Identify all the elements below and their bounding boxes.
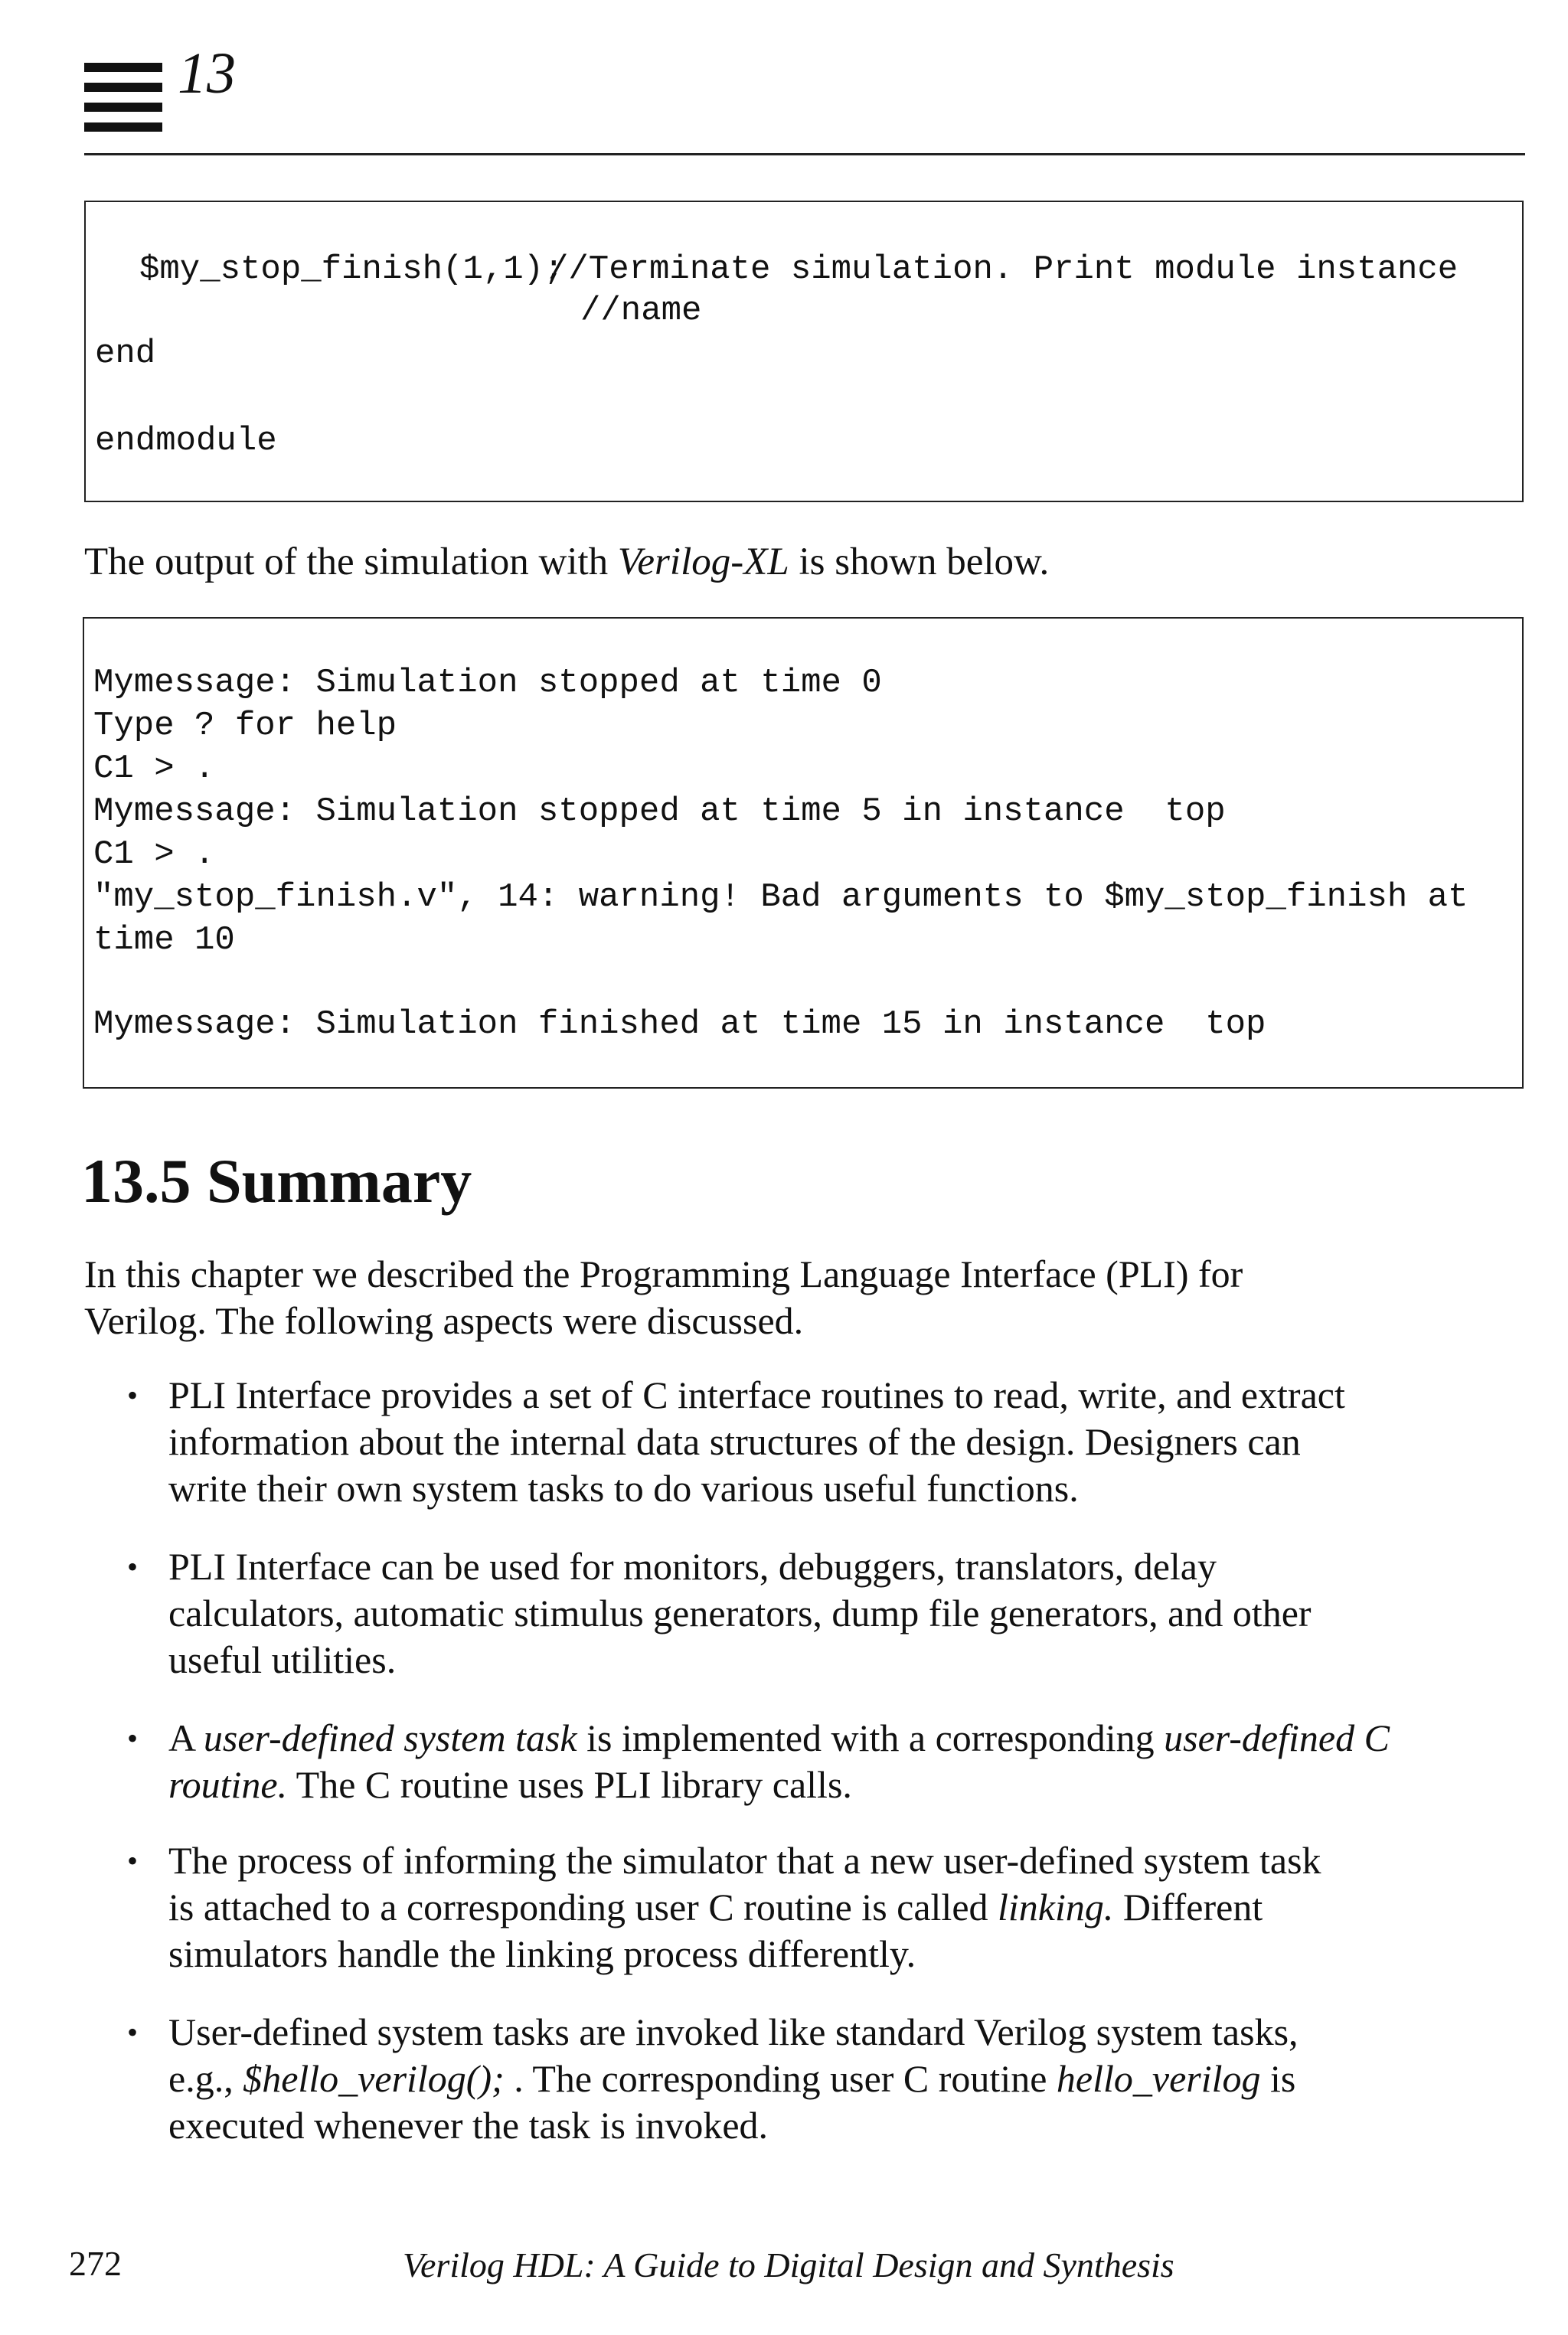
bullet-line: useful utilities. [168, 1638, 397, 1681]
bullet-emphasis: hello_verilog [1056, 2057, 1261, 2100]
bullet-text: is [1260, 2057, 1296, 2100]
code-line-call: $my_stop_finish(1,1); [139, 250, 564, 289]
bullet-text: Different [1113, 1886, 1263, 1928]
summary-intro-line: In this chapter we described the Programming Language Interface (PLI) for [84, 1252, 1243, 1295]
header-rule [84, 153, 1525, 155]
code-line-comment-continued: //name [580, 292, 702, 330]
bullet-text: is attached to a corresponding user C routine is called [168, 1886, 998, 1928]
bullet-emphasis: $hello_verilog(); [243, 2057, 505, 2100]
output-line: "my_stop_finish.v", 14: warning! Bad arguments to $my_stop_finish at [93, 878, 1468, 916]
bullet-line: User-defined system tasks are invoked like standard Verilog system tasks, [168, 2010, 1298, 2053]
chapter-number: 13 [178, 41, 236, 106]
book-title: Verilog HDL: A Guide to Digital Design and Synthesis [403, 2245, 1174, 2284]
bullet-icon: • [127, 1721, 139, 1755]
bullet-text: e.g., [168, 2057, 243, 2100]
bullet-line: information about the internal data structures of the design. Designers can [168, 1420, 1301, 1463]
bullet-line: PLI Interface provides a set of C interface routines to read, write, and extract [168, 1373, 1345, 1416]
output-line: Mymessage: Simulation finished at time 15 in instance top [93, 1005, 1266, 1043]
bullet-text: . The corresponding user C routine [504, 2057, 1057, 2100]
bullet-line [168, 1884, 1568, 1931]
output-intro-prefix: The output of the simulation with [84, 540, 618, 583]
output-line: time 10 [93, 921, 235, 959]
page-number: 272 [69, 2244, 122, 2283]
simulator-name: Verilog-XL [617, 540, 789, 583]
code-line-comment: //Terminate simulation. Print module instance [548, 250, 1459, 289]
code-line-end: end [95, 335, 156, 373]
output-line: C1 > . [93, 749, 215, 788]
output-intro-text [84, 539, 1049, 586]
bullet-line: PLI Interface can be used for monitors, debuggers, translators, delay [168, 1545, 1217, 1588]
code-listing-box [84, 201, 1524, 502]
chapter-marker-icon [84, 63, 162, 133]
bullet-icon: • [127, 2015, 139, 2049]
summary-intro-line: Verilog. The following aspects were discussed. [84, 1299, 804, 1342]
bullet-text: A [168, 1716, 204, 1759]
bullet-line: calculators, automatic stimulus generators, dump file generators, and other [168, 1592, 1312, 1634]
bullet-line [168, 2056, 1568, 2102]
bullet-line [168, 1762, 1568, 1808]
bullet-line [168, 1715, 1568, 1762]
code-line-endmodule: endmodule [95, 422, 277, 460]
simulation-output-box [83, 617, 1524, 1089]
output-line: Mymessage: Simulation stopped at time 0 [93, 664, 882, 702]
bullet-emphasis: linking. [998, 1886, 1114, 1928]
bullet-emphasis: user-defined C [1164, 1716, 1390, 1759]
bullet-emphasis: user-defined system task [203, 1716, 577, 1759]
bullet-icon: • [127, 1378, 139, 1412]
output-line: C1 > . [93, 835, 215, 874]
output-line: Type ? for help [93, 707, 397, 745]
bullet-line: executed whenever the task is invoked. [168, 2104, 769, 2147]
output-line: Mymessage: Simulation stopped at time 5 in instance top [93, 792, 1226, 831]
summary-intro-paragraph [84, 1251, 1524, 1344]
bullet-line: write their own system tasks to do various useful functions. [168, 1467, 1079, 1510]
bullet-icon: • [127, 1844, 139, 1878]
bullet-line: simulators handle the linking process differently. [168, 1932, 916, 1975]
bullet-icon: • [127, 1550, 139, 1584]
bullet-emphasis: routine. [168, 1763, 288, 1806]
output-intro-suffix: is shown below. [789, 540, 1050, 583]
section-heading: 13.5 Summary [81, 1146, 472, 1216]
bullet-text: The C routine uses PLI library calls. [287, 1763, 852, 1806]
bullet-text: is implemented with a corresponding [577, 1716, 1165, 1759]
bullet-line: The process of informing the simulator that a new user-defined system task [168, 1839, 1321, 1882]
